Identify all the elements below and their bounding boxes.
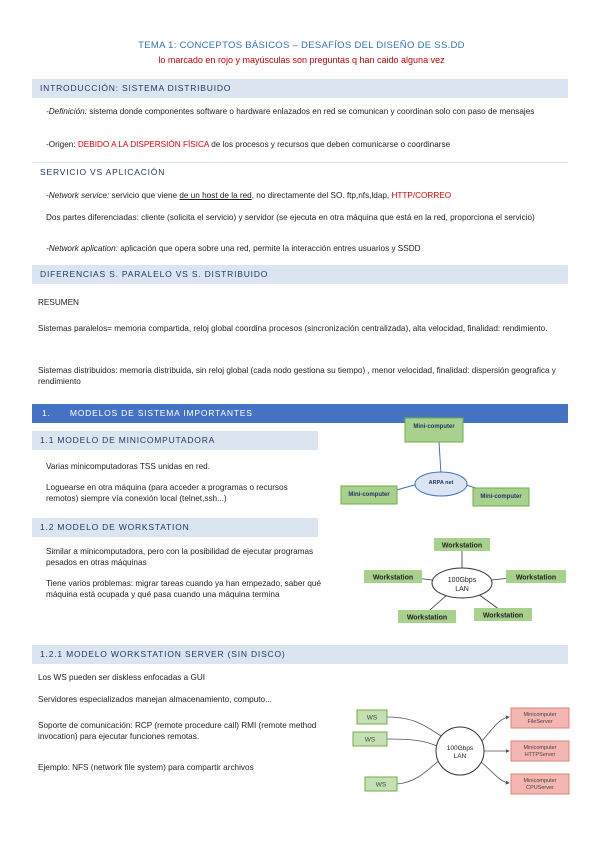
modelos-title: MODELOS DE SISTEMA IMPORTANTES bbox=[69, 408, 253, 418]
network-application-text: aplicación que opera sobre una red, permite la interacción entres usuarios y SSDD bbox=[120, 244, 421, 253]
resumen-label: RESUMEN bbox=[38, 298, 79, 307]
wss-p4: Ejemplo: NFS (network file system) para compartir archivos bbox=[38, 763, 254, 772]
mini-node-top-label: Mini-computer bbox=[413, 424, 455, 430]
modelos-number: 1. bbox=[42, 408, 51, 418]
server-cpu-l2: CPUServer bbox=[526, 785, 554, 791]
wss-lan-label1: 100Gbps bbox=[446, 745, 474, 752]
definicion-paragraph bbox=[46, 106, 556, 117]
wss-ws-1-label: WS bbox=[366, 714, 378, 722]
ws-lan-label2: LAN bbox=[455, 586, 469, 593]
origen-text: de los procesos y recursos que deben comunicarse o coordinarse bbox=[211, 140, 451, 149]
origen-label: -Origen: bbox=[46, 140, 76, 149]
workstation-server-diagram bbox=[345, 696, 575, 800]
definicion-text: sistema donde componentes software o hardware enlazados en red se comunican y coordinan solo con paso de mensajes bbox=[89, 107, 535, 116]
mini-node-right-label: Mini-computer bbox=[480, 494, 522, 500]
server-http-l2: HTTPServer bbox=[524, 752, 556, 758]
network-service-text1: servicio que viene bbox=[111, 191, 178, 200]
network-service-red: HTTP/CORREO bbox=[391, 191, 452, 200]
ws-node-top-label: Workstation bbox=[441, 542, 483, 550]
ws-node-right-label: Workstation bbox=[515, 574, 557, 582]
wss-p3: Soporte de comunicación: RCP (remote procedure call) RMI (remote method invocation) para ejecutar funciones remotas. bbox=[38, 721, 317, 741]
wss-lan-label2: LAN bbox=[453, 753, 467, 760]
wss-p1: Los WS pueden ser diskless enfocadas a GUI bbox=[38, 673, 206, 682]
ws-p1: Similar a minicomputadora, pero con la posibilidad de ejecutar programas pesados en otras máquinas bbox=[46, 547, 314, 567]
partes-paragraph: Dos partes diferenciadas: cliente (solicita el servicio) y servidor (se ejecuta en otra máquina que está en la red, proporciona el servicio) bbox=[46, 213, 535, 222]
ws-lan-label1: 100Gbps bbox=[447, 577, 477, 584]
section-heading-workstation-server: 1.2.1 MODELO WORKSTATION SERVER (SIN DISCO) bbox=[32, 645, 568, 664]
workstation-diagram bbox=[360, 530, 572, 630]
paralelos-paragraph: Sistemas paralelos= memoria compartida, reloj global coordina procesos (sincronización centralizada), alta velocidad, finalidad: rendimiento. bbox=[38, 324, 548, 333]
server-file bbox=[511, 708, 569, 728]
section-heading-intro: INTRODUCCIÓN: SISTEMA DISTRIBUIDO bbox=[32, 79, 568, 98]
server-file-l2: FileServer bbox=[527, 719, 553, 725]
section-heading-diferencias: DIFERENCIAS S. PARALELO VS S. DISTRIBUIDO bbox=[32, 265, 568, 284]
network-service-text2: , no directamente del SO. ftp,nfs,ldap, bbox=[251, 191, 390, 200]
origen-highlight: DEBIDO A LA DISPERSIÓN FÍSICA bbox=[77, 140, 209, 149]
wss-ws-2-label: WS bbox=[364, 736, 376, 744]
page-subtitle: lo marcado en rojo y mayúsculas son preguntas q han caido alguna vez bbox=[158, 55, 445, 65]
server-http-l1: Minicomputer bbox=[523, 745, 557, 751]
ws-node-bottom-left-label: Workstation bbox=[406, 614, 448, 622]
mini-node-top bbox=[405, 418, 463, 442]
network-application-paragraph bbox=[46, 243, 556, 254]
origen-paragraph bbox=[46, 139, 556, 150]
mini-node-left-label: Mini-computer bbox=[348, 492, 390, 498]
section-heading-minicomputadora: 1.1 MODELO DE MINICOMPUTADORA bbox=[32, 431, 318, 450]
ws-node-left-label: Workstation bbox=[372, 574, 414, 582]
server-http bbox=[511, 741, 569, 761]
network-service-paragraph bbox=[46, 190, 566, 201]
wss-p2: Servidores especializados manejan almacenamiento, computo... bbox=[38, 695, 272, 704]
distribuidos-paragraph: Sistemas distribuidos: memoria distribuida, sin reloj global (cada nodo gestiona su tiempo) , menor velocidad, finalidad: dispersión geografica y rendimiento bbox=[38, 366, 556, 386]
server-cpu-l1: Minicomputer bbox=[523, 778, 557, 784]
network-service-label: -Network service: bbox=[46, 191, 110, 200]
arpanet-label: ARPA net bbox=[428, 480, 454, 486]
minicomputer-diagram bbox=[333, 408, 553, 508]
section-heading-workstation: 1.2 MODELO DE WORKSTATION bbox=[32, 518, 318, 537]
server-cpu bbox=[511, 774, 569, 794]
section-heading-servicio: SERVICIO VS APLICACIÓN bbox=[32, 162, 568, 181]
ws-node-bottom-right-label: Workstation bbox=[482, 612, 524, 620]
server-file-l1: Minicomputer bbox=[523, 712, 557, 718]
mini-p1: Varias minicomputadoras TSS unidas en red. bbox=[46, 462, 210, 471]
ws-p2: Tiene varios problemas: migrar tareas cuando ya han empezado, saber qué máquina está ocupada y qué pasa cuando una máquina termina bbox=[46, 579, 322, 599]
network-service-underline: de un host de la red bbox=[179, 191, 252, 200]
definicion-label: -Definición: bbox=[46, 107, 87, 116]
mini-p2: Loguearse en otra máquina (para acceder a programas o recursos remotos) siempre vía conexión local (telnet,ssh...) bbox=[46, 483, 288, 503]
wss-ws-3-label: WS bbox=[375, 781, 387, 789]
page-title: TEMA 1: CONCEPTOS BÁSICOS – DESAFÍOS DEL DISEÑO DE SS.DD bbox=[138, 40, 465, 51]
network-application-label: -Network aplication: bbox=[46, 244, 118, 253]
